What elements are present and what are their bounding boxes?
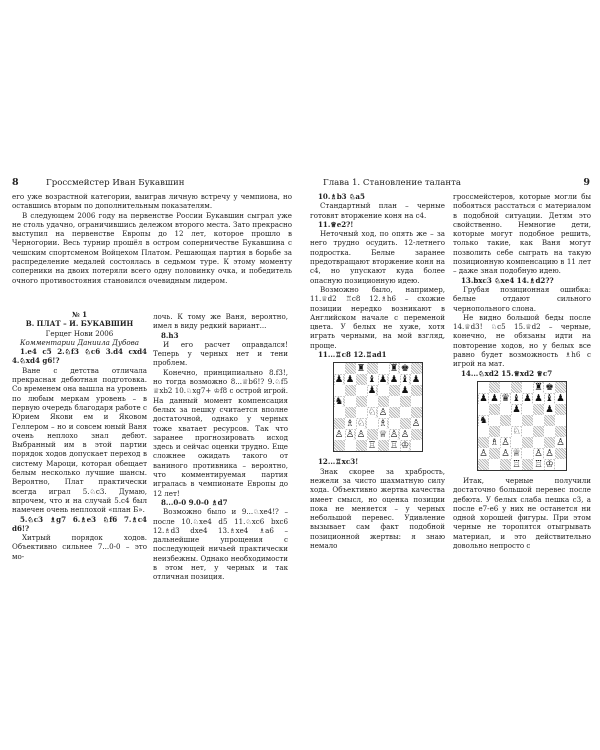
board-square <box>411 385 422 396</box>
chess-piece-icon: ♕ <box>512 447 521 459</box>
board-square <box>356 440 367 451</box>
chess-piece-icon: ♚ <box>400 363 410 375</box>
board-square <box>345 429 356 440</box>
board-square <box>489 459 500 470</box>
board-square <box>400 374 411 385</box>
board-square <box>544 393 555 404</box>
board-square <box>389 363 400 374</box>
game-header <box>12 310 147 347</box>
board-square <box>511 426 522 437</box>
chess-piece-icon: ♜ <box>356 363 366 375</box>
board-square <box>389 374 400 385</box>
chess-piece-icon: ♟ <box>334 374 344 386</box>
chess-piece-icon: ♟ <box>400 385 410 397</box>
board-square <box>511 415 522 426</box>
board-square <box>356 396 367 407</box>
board-square <box>400 396 411 407</box>
board-square <box>500 448 511 459</box>
board-square <box>544 382 555 393</box>
board-square <box>356 363 367 374</box>
board-square <box>544 415 555 426</box>
board-square <box>478 426 489 437</box>
board-square <box>334 363 345 374</box>
board-square <box>478 437 489 448</box>
board-square <box>533 448 544 459</box>
board-square <box>544 404 555 415</box>
move-line: 8.h3 <box>161 330 179 340</box>
chess-piece-icon: ♟ <box>389 374 399 386</box>
board-square <box>400 363 411 374</box>
paragraph: Грубая позиционная ошибка: белые отдают сильного чернопольного слона. <box>453 284 591 313</box>
game-players: В. ПЛАТ – И. БУКАВШИН <box>25 319 134 329</box>
board-square <box>345 374 356 385</box>
chess-piece-icon: ♟ <box>345 374 355 386</box>
board-square <box>478 459 489 470</box>
board-square <box>367 363 378 374</box>
board-square <box>334 418 345 429</box>
chess-piece-icon: ♖ <box>534 458 543 470</box>
game-commentary: Комментарии Даниила Дубова <box>20 337 139 347</box>
board-square <box>411 440 422 451</box>
chess-piece-icon: ♕ <box>378 429 388 441</box>
chess-piece-icon: ♟ <box>367 385 377 397</box>
board-square <box>555 437 566 448</box>
board-square <box>334 429 345 440</box>
board-square <box>533 404 544 415</box>
move-line: 10.♗b3 ♘a5 <box>318 192 365 201</box>
chess-piece-icon: ♟ <box>534 392 543 404</box>
board-square <box>522 404 533 415</box>
chess-piece-icon: ♟ <box>545 403 554 415</box>
board-square <box>400 385 411 396</box>
board-square <box>389 429 400 440</box>
board-square <box>533 426 544 437</box>
chess-piece-icon: ♝ <box>545 392 554 404</box>
board-square <box>511 382 522 393</box>
chess-piece-icon: ♘ <box>367 407 377 419</box>
move-line: 11.♕e2?! <box>318 219 354 229</box>
board-square <box>511 459 522 470</box>
paragraph: Хитрый порядок ходов. Объективно сильнее 7...0-0 – это мо- <box>12 533 147 561</box>
paragraph: гроссмейстеров, которые могли бы побояться расстаться с материалом в подобной ситуации. Детям это свойственно. Немногие дети, которые могут подобное решить, только такие, как Ваня могут позволить себе сыграть на такую позиционную компенсацию в 11 лет – даже зная подобную идею. <box>453 192 591 276</box>
board-square <box>555 393 566 404</box>
left-column-2 <box>153 312 288 582</box>
chess-piece-icon: ♙ <box>389 429 399 441</box>
chess-piece-icon: ♟ <box>512 403 521 415</box>
running-head: Гроссмейстер Иван Букавшин <box>46 178 185 188</box>
chess-piece-icon: ♘ <box>512 425 521 437</box>
chess-piece-icon: ♙ <box>356 429 366 441</box>
board-square <box>389 440 400 451</box>
board-square <box>389 418 400 429</box>
chess-piece-icon: ♙ <box>501 436 510 448</box>
page-number: 9 <box>583 177 590 188</box>
intro-text <box>12 192 292 285</box>
left-column-1 <box>12 300 147 561</box>
right-page-header <box>300 176 600 190</box>
paragraph: лочь. К тому же Ваня, вероятно, имел в виду редкий вариант... <box>153 312 288 331</box>
chess-piece-icon: ♙ <box>378 407 388 419</box>
board-square <box>400 407 411 418</box>
board-square <box>555 382 566 393</box>
board-square <box>500 382 511 393</box>
board-square <box>522 393 533 404</box>
chess-piece-icon: ♗ <box>490 436 499 448</box>
board-square <box>411 396 422 407</box>
chess-piece-icon: ♜ <box>534 381 543 393</box>
board-square <box>500 415 511 426</box>
paragraph: Знак скорее за храбрость, нежели за чисто шахматную силу хода. Объективно жертва качества имеет смысл, но оценка позиции пока не меняется – у черных небольшой перевес. Удивление вызывает сам факт подобной позиционной жертвы: я знаю немало <box>310 466 445 551</box>
paragraph: Возможно было, например, 11.♕d2 ♖c8 12.♗h6 – схожие позиции нередко возникают в Английском начале с переменой цвета. У белых не хуже, хотя играть черными, на мой взгляд, проще. <box>310 284 445 350</box>
chess-diagram <box>477 381 567 471</box>
board-square <box>345 396 356 407</box>
board-square <box>522 459 533 470</box>
board-square <box>489 404 500 415</box>
board-square <box>511 393 522 404</box>
right-page <box>300 0 600 750</box>
paragraph: И его расчет оправдался! Теперь у черных нет и тени проблем. <box>153 339 288 368</box>
paragraph: Неточный ход, по опять же – за него трудно осудить. 12-летнего подростка. Белые заранее предотвращают вторжение коня на c4, но упускают куда более опасную позиционную идею. <box>310 229 445 285</box>
chess-piece-icon: ♝ <box>400 374 410 386</box>
running-head: Глава 1. Становление таланта <box>323 178 461 188</box>
board-square <box>356 407 367 418</box>
board-square <box>555 404 566 415</box>
board-square <box>533 459 544 470</box>
board-square <box>345 407 356 418</box>
board-square <box>334 407 345 418</box>
chess-piece-icon: ♖ <box>512 458 521 470</box>
board-square <box>500 459 511 470</box>
board-square <box>334 374 345 385</box>
board-square <box>522 426 533 437</box>
board-square <box>544 459 555 470</box>
board-square <box>489 382 500 393</box>
board-square <box>411 363 422 374</box>
board-square <box>367 429 378 440</box>
chess-piece-icon: ♙ <box>411 418 421 430</box>
paragraph: В следующем 2006 году на первенстве России Букавшин сыграл уже не столь удачно, ограничившись дележом второго места. Зато прекрасно выступил на первенстве Европы до 12 лет, которое прошло в Черногории. Весь турнир прошёл в остром соперничестве Букавшина с чешским спортсменом Войцехом Платом. Решающая партия в борьбе за распределение медалей состоялась в седьмом туре. К этому моменту соперники на двоих потеряли всего одну половинку очка, и победитель очного противостояния становился очевидным лидером. <box>12 210 292 285</box>
move-line: 13.bxc3 ♘xe4 14.♗d2?? <box>461 275 554 285</box>
board-square <box>522 437 533 448</box>
board-square <box>389 407 400 418</box>
board-square <box>522 448 533 459</box>
board-square <box>345 385 356 396</box>
board-square <box>489 437 500 448</box>
board-square <box>334 396 345 407</box>
chess-piece-icon: ♞ <box>334 396 344 408</box>
board-square <box>411 418 422 429</box>
move-line: 5.♘c3 ♗g7 6.♗e3 ♘f6 7.♗c4 d6!? <box>12 514 147 533</box>
board-square <box>345 440 356 451</box>
board-square <box>378 429 389 440</box>
left-page-header <box>0 176 300 190</box>
board-square <box>367 396 378 407</box>
chess-piece-icon: ♙ <box>545 447 554 459</box>
board-square <box>378 418 389 429</box>
right-column-2 <box>453 192 591 550</box>
board-square <box>533 437 544 448</box>
board-square <box>478 393 489 404</box>
board-square <box>511 448 522 459</box>
chess-piece-icon: ♙ <box>556 436 565 448</box>
chess-piece-icon: ♜ <box>389 363 399 375</box>
board-square <box>478 415 489 426</box>
chess-piece-icon: ♖ <box>389 440 399 452</box>
chess-piece-icon: ♙ <box>501 447 510 459</box>
board-square <box>489 415 500 426</box>
right-column-1 <box>310 192 445 550</box>
board-square <box>389 385 400 396</box>
board-square <box>489 448 500 459</box>
board-square <box>522 415 533 426</box>
board-square <box>345 363 356 374</box>
board-square <box>511 437 522 448</box>
move-line: 8...0-0 9.0-0 ♗d7 <box>161 497 228 507</box>
board-square <box>378 385 389 396</box>
board-square <box>389 396 400 407</box>
chess-piece-icon: ♙ <box>334 429 344 441</box>
chess-piece-icon: ♟ <box>479 392 488 404</box>
paragraph: Не видно большой беды после 14.♕d3! ♘c5 15.♕d2 – черные, конечно, не обязаны идти на повторение ходов, но у белых все равно будет возможность ♗h6 с игрой на мат. <box>453 312 591 369</box>
board-square <box>356 429 367 440</box>
board-square <box>500 437 511 448</box>
paragraph: Возможно было и 9...♘xe4!? – после 10.♘xe4 d5 11.♘xc6 bxc6 12.♗d3 dxe4 13.♗xe4 ♗a6 – дальнейшие упрощения с последующей ничьей практически неизбежны. Однако необходимости в этом нет, у черных и так отличная позиция. <box>153 507 288 582</box>
chess-piece-icon: ♙ <box>345 429 355 441</box>
board-square <box>378 374 389 385</box>
move-line: 11...♖c8 12.♖ad1 <box>318 350 387 360</box>
board-square <box>367 407 378 418</box>
board-square <box>378 363 389 374</box>
chess-piece-icon: ♟ <box>411 374 421 386</box>
chess-piece-icon: ♖ <box>367 440 377 452</box>
board-square <box>500 393 511 404</box>
move-line: 12...♖xc3! <box>318 457 359 467</box>
board-square <box>544 448 555 459</box>
board-square <box>489 393 500 404</box>
board-square <box>356 374 367 385</box>
board-square <box>555 426 566 437</box>
board-square <box>400 429 411 440</box>
chess-piece-icon: ♗ <box>345 418 355 430</box>
chess-piece-icon: ♟ <box>523 392 532 404</box>
paragraph: Конечно, принципиально 8.f3!, но тогда возможно 8...♕b6!? 9.♘f5 ♕xb2 10.♘xg7+ ♔f8 с острой игрой. На данный момент компенсация белых за пешку считается вполне достаточной, однако у черных тоже хватает ресурсов. Так что заранее прогнозировать исход здесь и сейчас оценки трудно. Еще сложнее ожидать такого от ваниного противника – вероятно, что комментируемая партия игралась в чемпионате Европы до 12 лет! <box>153 367 288 498</box>
chess-piece-icon: ♙ <box>400 429 410 441</box>
chess-piece-icon: ♝ <box>512 392 521 404</box>
chess-piece-icon: ♚ <box>545 381 554 393</box>
chess-piece-icon: ♟ <box>378 374 388 386</box>
game-number: № 1 <box>71 310 88 319</box>
chess-piece-icon: ♟ <box>556 392 565 404</box>
board-square <box>378 440 389 451</box>
paragraph: Стандартный план – черные готовят вторжение коня на c4. <box>310 201 445 220</box>
paragraph: его уже возрастной категории, выиграв личную встречу у чемпиона, но оставшись вторым по дополнительным показателям. <box>12 192 292 211</box>
board-square <box>544 437 555 448</box>
chess-piece-icon: ♙ <box>479 447 488 459</box>
board-square <box>345 418 356 429</box>
board-square <box>367 440 378 451</box>
chess-piece-icon: ♙ <box>534 447 543 459</box>
paragraph: Итак, черные получили достаточно большой перевес после дебюта. У белых слаба пешка c3, а после e7-e6 у них не останется ни одной хорошей фигуры. При этом черные не торопятся отыгрывать материал, и это действительно довольно непросто с <box>453 475 591 551</box>
board-square <box>356 385 367 396</box>
chess-diagram <box>333 362 423 452</box>
board-square <box>367 374 378 385</box>
board-square <box>522 382 533 393</box>
chess-piece-icon: ♛ <box>501 392 510 404</box>
game-event: Герцег Нови 2006 <box>45 328 114 338</box>
chess-piece-icon: ♟ <box>490 392 499 404</box>
board-square <box>511 404 522 415</box>
board-square <box>555 415 566 426</box>
board-square <box>411 429 422 440</box>
board-square <box>555 448 566 459</box>
board-square <box>500 426 511 437</box>
board-square <box>400 418 411 429</box>
chess-piece-icon: ♞ <box>479 414 488 426</box>
board-square <box>533 382 544 393</box>
board-square <box>356 418 367 429</box>
board-square <box>544 426 555 437</box>
board-square <box>533 393 544 404</box>
board-square <box>367 385 378 396</box>
board-square <box>334 440 345 451</box>
paragraph: Ване с детства отличала прекрасная дебютная подготовка. Со временем она вышла на уровень по любым меркам уровень – в первую очередь благодаря работе с Юрием Якови ем и Яковом Геллером – но и совсем юный Ваня очень неплохо знал дебют. Выбранный им в этой партии порядок ходов допускает переход в систему Мароци, которая обещает белым несколько лучшие шансы. Вероятно, Плат практически всегда играл 5.♘c3. Думаю, впрочем, что и на случай 5.c4 был намечен очень неплохой «план Б». <box>12 365 147 515</box>
board-square <box>478 404 489 415</box>
board-square <box>489 426 500 437</box>
board-square <box>411 374 422 385</box>
chess-piece-icon: ♘ <box>356 418 366 430</box>
move-line: 1.e4 c5 2.♘f3 ♘c6 3.d4 cxd4 4.♘xd4 g6!? <box>12 347 147 366</box>
chess-piece-icon: ♔ <box>545 458 554 470</box>
board-square <box>533 415 544 426</box>
board-square <box>378 396 389 407</box>
board-square <box>478 448 489 459</box>
chess-piece-icon: ♝ <box>367 374 377 386</box>
board-square <box>500 404 511 415</box>
move-line: 14...♘xd2 15.♕xd2 ♕c7 <box>461 368 553 378</box>
board-square <box>378 407 389 418</box>
board-square <box>411 407 422 418</box>
board-square <box>367 418 378 429</box>
board-square <box>555 459 566 470</box>
board-square <box>400 440 411 451</box>
board-square <box>478 382 489 393</box>
chess-piece-icon: ♔ <box>400 440 410 452</box>
chess-piece-icon: ♗ <box>378 418 388 430</box>
page-number: 8 <box>12 177 19 188</box>
board-square <box>334 385 345 396</box>
